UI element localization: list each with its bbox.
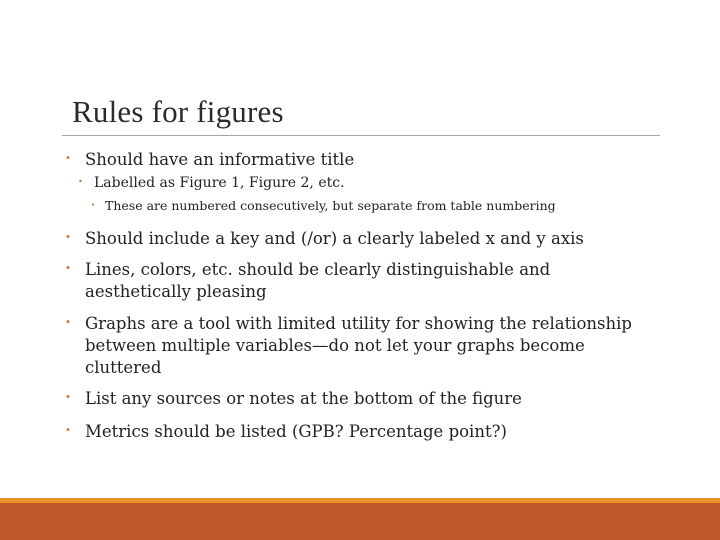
bullet-text: Should have an informative title <box>85 150 355 169</box>
bullet-text: Lines, colors, etc. should be clearly distinguishable and aesthetically pleasing <box>85 260 551 301</box>
bullet-item-1 <box>65 149 660 171</box>
bullet-marker: • <box>65 317 71 328</box>
bullet-text: Metrics should be listed (GPB? Percentage point?) <box>85 422 507 441</box>
bullet-text: List any sources or notes at the bottom of the figure <box>85 389 522 408</box>
bullet-item-2 <box>78 174 345 192</box>
bullet-marker: • <box>65 425 71 436</box>
bullet-text: Labelled as Figure 1, Figure 2, etc. <box>94 175 345 191</box>
bullet-marker: • <box>65 263 71 274</box>
bullet-item-8 <box>65 421 660 443</box>
bullet-item-5 <box>65 259 660 303</box>
bullet-marker: • <box>91 201 96 209</box>
bullet-text: Graphs are a tool with limited utility for showing the relationship between multiple variables—do not let your graphs become cluttered <box>85 314 632 377</box>
bullet-marker: • <box>65 392 71 403</box>
bullet-item-7 <box>65 388 660 410</box>
bullet-item-6 <box>65 313 660 379</box>
bullet-item-4 <box>65 228 660 250</box>
bullet-item-3 <box>91 198 556 214</box>
slide-title: Rules for figures <box>72 94 284 129</box>
bullet-text: These are numbered consecutively, but separate from table numbering <box>105 198 556 213</box>
bullet-marker: • <box>65 232 71 243</box>
bullet-marker: • <box>65 153 71 164</box>
footer-band <box>0 503 720 540</box>
bullet-marker: • <box>78 177 83 186</box>
bullet-text: Should include a key and (/or) a clearly labeled x and y axis <box>85 229 584 248</box>
